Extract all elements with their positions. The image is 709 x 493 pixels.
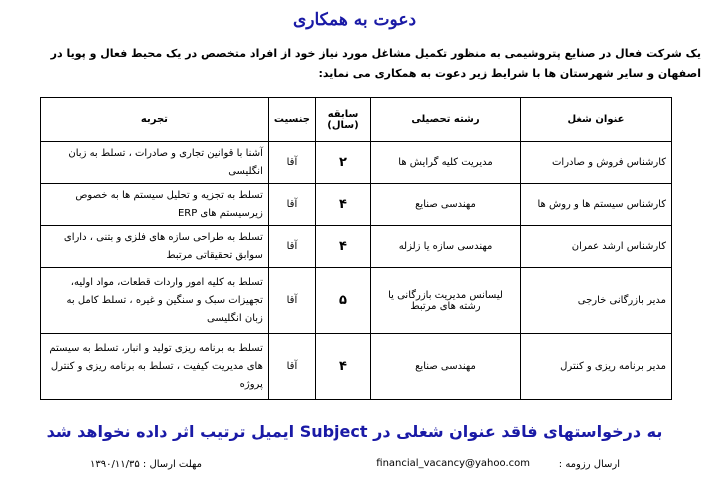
years-cell: ۴ <box>316 226 371 268</box>
job-title-cell: مدیر برنامه ریزی و کنترل <box>521 334 672 400</box>
table-header-row <box>41 98 672 142</box>
job-title-cell: مدیر بازرگانی خارجی <box>521 268 672 334</box>
page-title: دعوت به همکاری <box>292 10 417 30</box>
field-cell: لیسانس مدیریت بازرگانی یا رشته های مرتبط <box>371 268 521 334</box>
subject-notice: به درخواستهای فاقد عنوان شغلی در Subject ایمیل ترتیب اثر داده نخواهد شد <box>46 422 663 441</box>
field-cell: مهندسی صنایع <box>371 184 521 226</box>
experience-cell: آشنا با قوانین تجاری و صادرات ، تسلط به زبان انگلیسی <box>41 142 269 184</box>
send-resume-label: ارسال رزومه : <box>558 459 620 470</box>
intro-paragraph: یک شرکت فعال در صنایع پتروشیمی به منظور تکمیل مشاغل مورد نیاز خود از افراد متخصص در یک محیط فعال و پویا در اصفهان و سایر شهرستان ها با شرایط زیر دعوت به همکاری می نماید: <box>50 47 701 80</box>
header-job-title: عنوان شغل <box>521 98 672 142</box>
header-years: سابقه (سال) <box>316 98 371 142</box>
gender-cell: آقا <box>268 142 315 184</box>
header-experience: تجربه <box>41 98 269 142</box>
years-cell: ۴ <box>316 334 371 400</box>
job-title-cell: کارشناس ارشد عمران <box>521 226 672 268</box>
experience-cell: تسلط به طراحی سازه های فلزی و بتنی ، دارای سوابق تحقیقاتی مرتبط <box>41 226 269 268</box>
table-row <box>41 268 672 334</box>
years-cell: ۴ <box>316 184 371 226</box>
experience-cell: تسلط به کلیه امور واردات قطعات، مواد اولیه، تجهیزات سبک و سنگین و غیره ، تسلط کامل به زبان انگلیسی <box>41 268 269 334</box>
deadline-text: مهلت ارسال : ۱۳۹۰/۱۱/۳۵ <box>90 459 203 470</box>
job-title-cell: کارشناس فروش و صادرات <box>521 142 672 184</box>
field-cell: مهندسی سازه یا زلزله <box>371 226 521 268</box>
header-field-of-study: رشته تحصیلی <box>371 98 521 142</box>
gender-cell: آقا <box>268 268 315 334</box>
gender-cell: آقا <box>268 184 315 226</box>
gender-cell: آقا <box>268 226 315 268</box>
years-cell: ۵ <box>316 268 371 334</box>
jobs-table <box>40 97 672 400</box>
table-row <box>41 184 672 226</box>
field-cell: مهندسی صنایع <box>371 334 521 400</box>
table-row <box>41 334 672 400</box>
gender-cell: آقا <box>268 334 315 400</box>
field-cell: مدیریت کلیه گرایش ها <box>371 142 521 184</box>
job-title-cell: کارشناس سیستم ها و روش ها <box>521 184 672 226</box>
experience-cell: تسلط به تجزیه و تحلیل سیستم ها به خصوص زیرسیستم های ERP <box>41 184 269 226</box>
footer <box>90 459 620 477</box>
table-row <box>41 226 672 268</box>
years-cell: ۲ <box>316 142 371 184</box>
table-row <box>41 142 672 184</box>
email-address: financial_vacancy@yahoo.com <box>376 458 530 469</box>
experience-cell: تسلط به برنامه ریزی تولید و انبار، تسلط به سیستم های مدیریت کیفیت ، تسلط به برنامه ریزی و کنترل پروژه <box>41 334 269 400</box>
header-gender: جنسیت <box>268 98 315 142</box>
